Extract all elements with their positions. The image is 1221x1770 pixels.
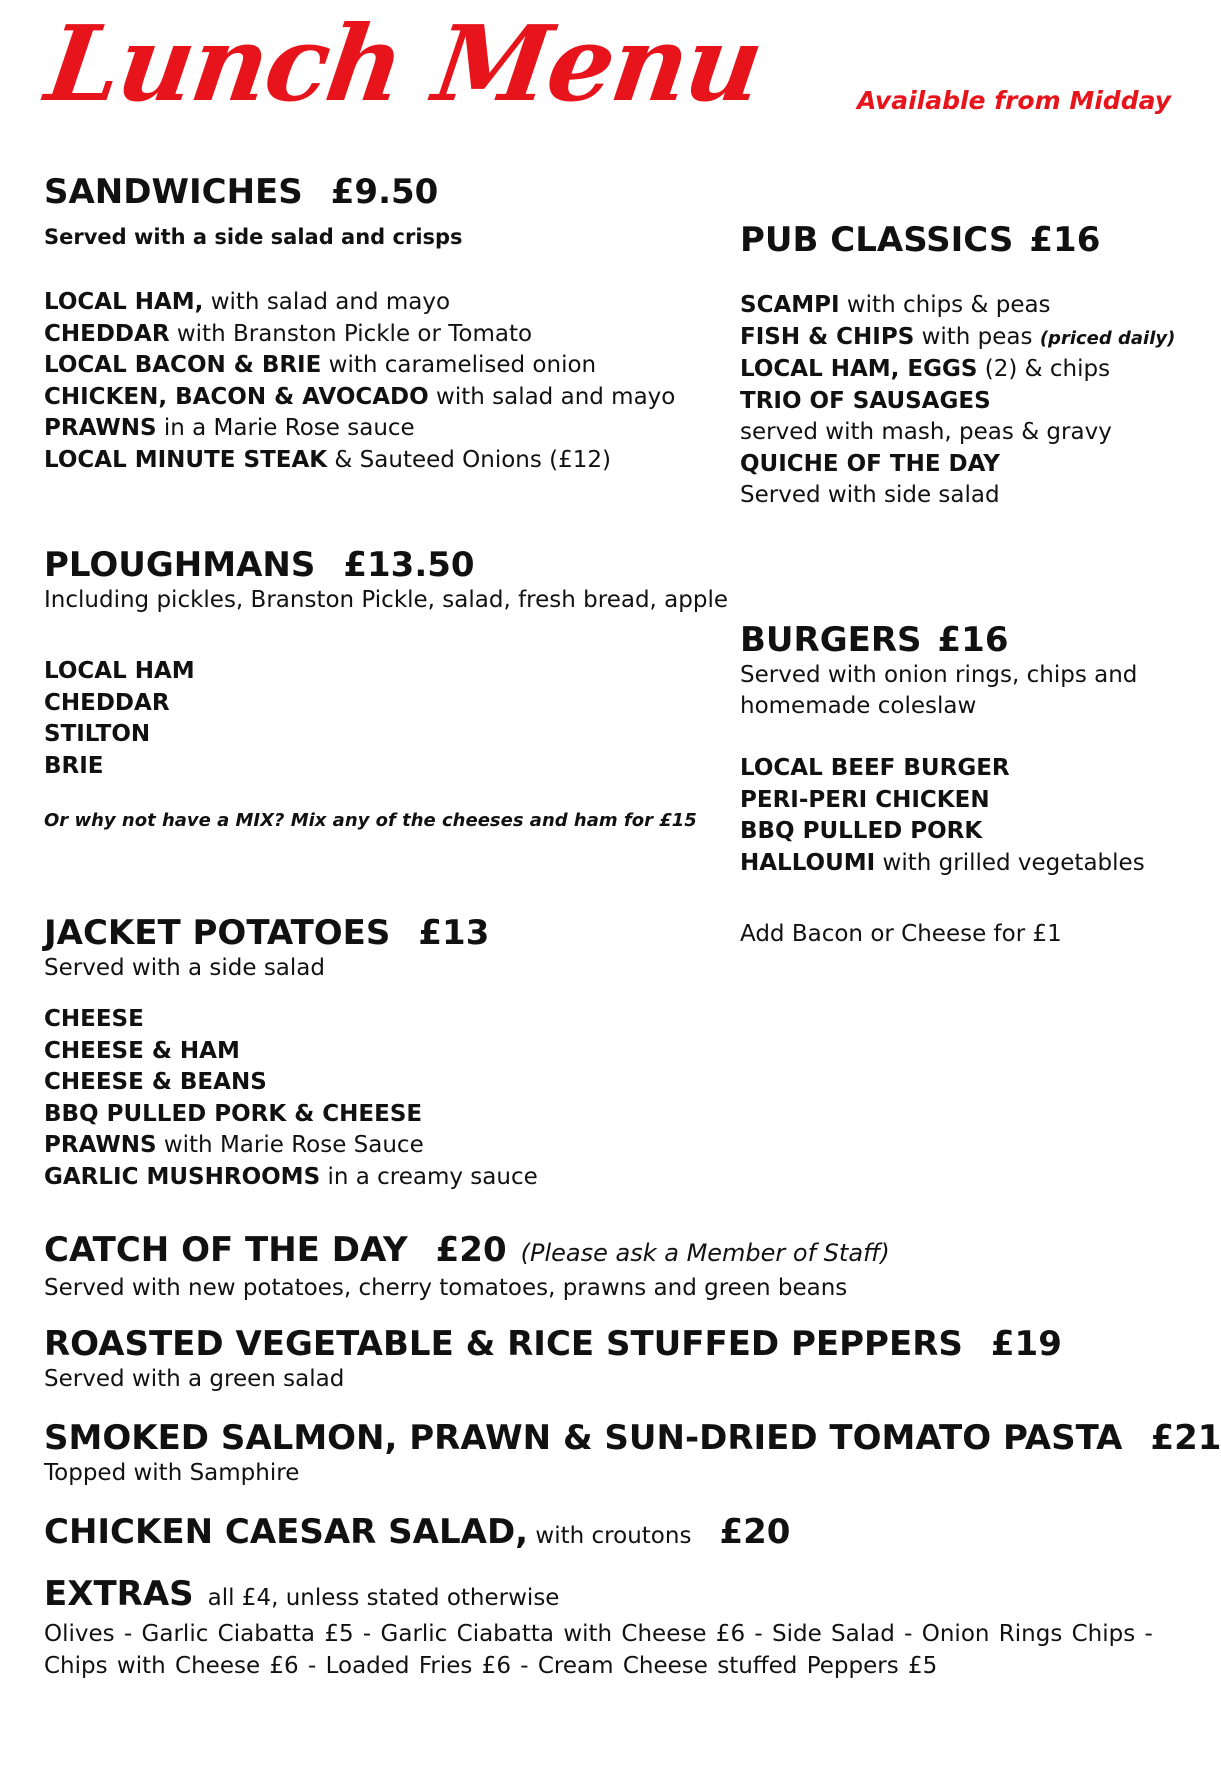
peppers-section <box>44 1324 1062 1395</box>
list-item <box>44 445 675 477</box>
list-item <box>740 354 1175 386</box>
section-title: CATCH OF THE DAY <box>44 1230 408 1270</box>
pub-classics-section <box>740 220 1175 512</box>
item-desc: with peas <box>914 323 1040 350</box>
section-subtitle: homemade coleslaw <box>740 693 977 719</box>
item-desc: with salad and mayo <box>203 289 451 315</box>
sandwich-list <box>44 287 675 476</box>
section-subtitle: all £4, unless stated otherwise <box>207 1585 560 1611</box>
section-heading <box>44 1574 1153 1618</box>
item-name: BBQ PULLED PORK <box>740 818 983 844</box>
item-name: QUICHE OF THE DAY <box>740 450 1000 477</box>
list-item <box>740 785 1145 817</box>
item-desc: with Branston Pickle or Tomato <box>169 320 533 347</box>
jacket-potatoes-section <box>44 913 538 1193</box>
item-desc: served with mash, peas & gravy <box>740 419 1112 445</box>
item-name: CHEDDAR <box>44 689 170 716</box>
item-name: PERI-PERI CHICKEN <box>740 786 990 813</box>
section-title: BURGERS <box>740 620 922 660</box>
section-subtitle: Served with onion rings, chips and <box>740 662 1138 688</box>
item-name: GARLIC MUSHROOMS <box>44 1163 321 1190</box>
list-item <box>740 386 1175 418</box>
list-item <box>740 848 1145 880</box>
section-heading <box>44 1230 890 1273</box>
section-heading <box>44 1324 1062 1364</box>
item-name: LOCAL BACON & BRIE <box>44 352 322 378</box>
menu-title: Lunch Menu <box>39 2 769 125</box>
jacket-list <box>44 1004 538 1193</box>
list-item <box>44 287 675 319</box>
section-title: SANDWICHES <box>44 172 303 212</box>
list-item <box>740 290 1175 322</box>
extras-line: Olives - Garlic Ciabatta £5 - Garlic Ciabatta with Cheese £6 - Side Salad - Onion Rings Chips - <box>44 1621 1153 1647</box>
section-title: PLOUGHMANS <box>44 545 316 585</box>
item-name: LOCAL MINUTE STEAK <box>44 446 328 473</box>
item-name: CHEDDAR <box>44 320 170 347</box>
item-name: CHEESE & BEANS <box>44 1069 267 1095</box>
section-title: ROASTED VEGETABLE & RICE STUFFED PEPPERS <box>44 1324 963 1364</box>
list-item <box>44 1067 538 1099</box>
item-name: STILTON <box>44 721 151 747</box>
section-price: £20 <box>719 1512 791 1552</box>
item-desc: & Sauteed Onions (£12) <box>327 446 612 473</box>
section-title: SMOKED SALMON, PRAWN & SUN-DRIED TOMATO PASTA <box>44 1418 1123 1458</box>
list-item <box>44 688 728 720</box>
item-name: PRAWNS <box>44 415 157 441</box>
list-item <box>740 417 1175 449</box>
item-desc: in a creamy sauce <box>320 1163 538 1190</box>
item-name: SCAMPI <box>740 292 840 318</box>
list-item <box>740 449 1175 481</box>
section-subtitle: Including pickles, Branston Pickle, salad, fresh bread, apple <box>44 587 729 613</box>
item-name: HALLOUMI <box>740 849 876 876</box>
list-item <box>44 319 675 351</box>
list-item <box>44 1036 538 1068</box>
ploughmans-section <box>44 545 728 831</box>
item-name: BBQ PULLED PORK & CHEESE <box>44 1100 423 1127</box>
section-subtitle: Topped with Samphire <box>44 1460 300 1486</box>
item-desc: in a Marie Rose sauce <box>156 415 415 441</box>
item-name: LOCAL HAM <box>44 658 195 684</box>
section-heading <box>44 172 675 212</box>
section-price: £16 <box>937 620 1009 660</box>
item-name: LOCAL HAM, <box>44 289 204 315</box>
burger-addon: Add Bacon or Cheese for £1 <box>740 921 1062 947</box>
section-title: PUB CLASSICS <box>740 220 1014 260</box>
section-subtitle: Served with a side salad <box>44 955 325 981</box>
item-desc: Served with side salad <box>740 482 1000 508</box>
section-price: £20 <box>435 1230 507 1270</box>
list-item <box>44 751 728 783</box>
caesar-section <box>44 1512 790 1556</box>
extras-section <box>44 1574 1153 1682</box>
section-note: (Please ask a Member of Staff) <box>520 1239 890 1267</box>
burgers-section <box>740 620 1145 951</box>
list-item <box>740 816 1145 848</box>
item-name: CHEESE <box>44 1006 144 1032</box>
section-heading <box>44 1418 1221 1458</box>
extras-line: Chips with Cheese £6 - Loaded Fries £6 - Cream Cheese stuffed Peppers £5 <box>44 1653 938 1679</box>
section-heading <box>44 913 538 953</box>
section-heading <box>44 545 728 585</box>
pub-classics-list <box>740 290 1175 512</box>
list-item <box>44 719 728 751</box>
section-price: £19 <box>990 1324 1062 1364</box>
list-item <box>740 480 1175 512</box>
list-item <box>44 382 675 414</box>
section-desc: with croutons <box>528 1523 692 1549</box>
section-title: CHICKEN CAESAR SALAD, <box>44 1512 529 1552</box>
item-desc: with grilled vegetables <box>875 849 1145 876</box>
list-item <box>44 1162 538 1194</box>
section-price: £9.50 <box>330 172 439 212</box>
item-desc: with salad and mayo <box>428 383 676 410</box>
list-item <box>44 1004 538 1036</box>
burger-list <box>740 753 1145 879</box>
section-subtitle: Served with new potatoes, cherry tomatoes, prawns and green beans <box>44 1275 848 1301</box>
section-price: £13.50 <box>343 545 475 585</box>
ploughmans-list <box>44 656 728 782</box>
list-item <box>740 322 1175 355</box>
list-item <box>740 753 1145 785</box>
mix-note: Or why not have a MIX? Mix any of the cheeses and ham for £15 <box>44 810 697 831</box>
item-name: CHICKEN, BACON & AVOCADO <box>44 383 429 410</box>
item-name: BRIE <box>44 752 104 779</box>
section-heading <box>44 1512 790 1556</box>
pasta-section <box>44 1418 1221 1489</box>
item-name: CHEESE & HAM <box>44 1037 240 1064</box>
section-price: £21 <box>1150 1418 1221 1458</box>
section-subtitle: Served with a side salad and crisps <box>44 225 463 249</box>
item-name: FISH & CHIPS <box>740 323 915 350</box>
catch-section <box>44 1230 890 1304</box>
list-item <box>44 1099 538 1131</box>
list-item <box>44 1130 538 1162</box>
item-name: PRAWNS <box>44 1132 157 1158</box>
item-desc: with Marie Rose Sauce <box>156 1132 424 1158</box>
item-name: LOCAL BEEF BURGER <box>740 755 1010 781</box>
availability-note: Available from Midday <box>856 86 1171 115</box>
section-price: £16 <box>1029 220 1101 260</box>
sandwiches-section <box>44 172 675 476</box>
section-title: EXTRAS <box>44 1574 194 1614</box>
section-price: £13 <box>418 913 490 953</box>
list-item <box>44 350 675 382</box>
section-subtitle: Served with a green salad <box>44 1366 345 1392</box>
item-desc: with chips & peas <box>839 292 1051 318</box>
item-desc: (2) & chips <box>977 356 1111 382</box>
list-item <box>44 413 675 445</box>
item-name: LOCAL HAM, EGGS <box>740 356 978 382</box>
list-item <box>44 656 728 688</box>
item-note: (priced daily) <box>1039 327 1176 349</box>
item-desc: with caramelised onion <box>321 352 597 378</box>
section-heading <box>740 220 1175 260</box>
item-name: TRIO OF SAUSAGES <box>740 387 991 414</box>
section-heading <box>740 620 1145 660</box>
section-title: JACKET POTATOES <box>44 913 391 953</box>
